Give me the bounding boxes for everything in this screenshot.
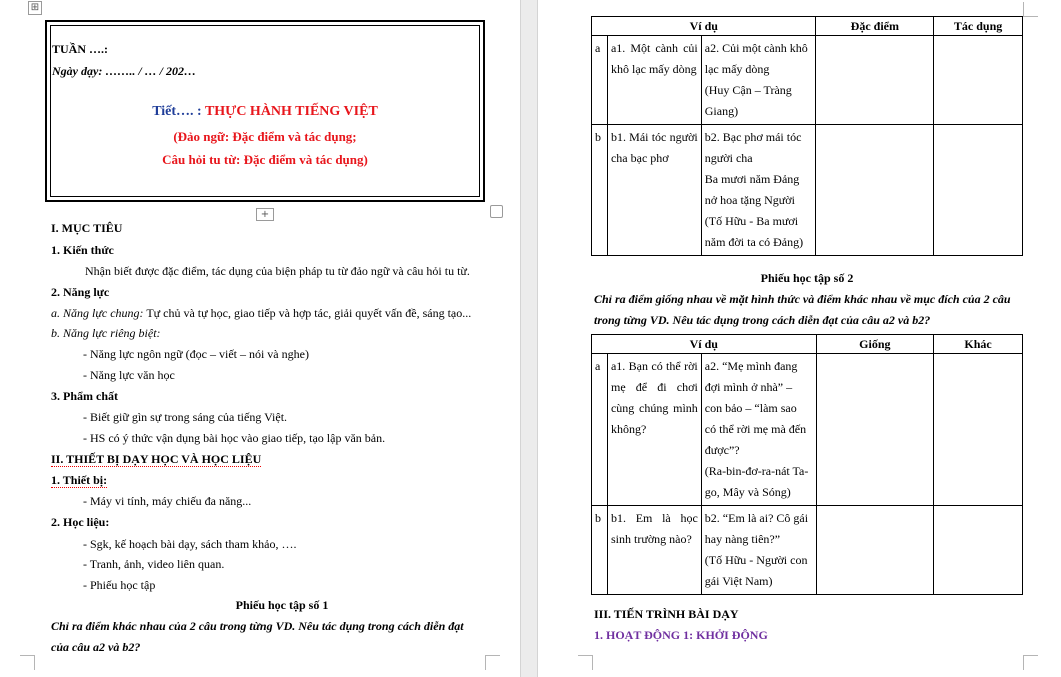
section-equipment xyxy=(51,452,261,467)
quality-2: - HS có ý thức vận dụng bài học vào giao tiếp, tạo lập văn bản. xyxy=(83,431,386,445)
knowledge-heading: 1. Kiến thức xyxy=(51,243,114,257)
feature-answer-cell[interactable] xyxy=(816,125,934,256)
week-label: TUẦN ….: xyxy=(52,42,108,56)
feature-answer-cell[interactable] xyxy=(816,36,934,125)
table-row xyxy=(592,506,1023,595)
lesson-prefix: Tiết…. : xyxy=(152,104,205,119)
example-sentence-1: a1. Một cành củi khô lạc mấy dòng xyxy=(607,36,701,125)
col-header-diff: Khác xyxy=(934,335,1023,354)
devices-heading xyxy=(51,473,107,488)
row-label: a xyxy=(592,36,608,125)
lesson-subtitle-1: (Đảo ngữ: Đặc điểm và tác dụng; xyxy=(173,129,357,144)
example-sentence-1: b1. Mái tóc người cha bạc phơ xyxy=(607,125,701,256)
left-page xyxy=(0,0,520,677)
table-move-handle[interactable]: ⊞ xyxy=(28,1,42,15)
same-answer-cell[interactable] xyxy=(816,354,934,506)
example-sentence-1: a1. Bạn có thể rời mẹ để đi chơi cùng chúng mình không? xyxy=(607,354,701,506)
table-row xyxy=(592,354,1023,506)
general-competence-text: Tự chủ và tự học, giao tiếp và hợp tác, giải quyết vấn đề, sáng tạo... xyxy=(143,306,472,320)
example-sentence-2: b2. Bạc phơ mái tóc người cha Ba mươi năm Đảng nở hoa tặng Người (Tố Hữu - Ba mươi năm đời ta có Đảng) xyxy=(701,125,816,256)
row-label: b xyxy=(592,506,608,595)
activity-1-heading: 1. HOẠT ĐỘNG 1: KHỞI ĐỘNG xyxy=(594,628,768,642)
diff-answer-cell[interactable] xyxy=(934,354,1023,506)
right-page xyxy=(538,0,1061,677)
margin-mark xyxy=(1023,655,1038,670)
table-row xyxy=(592,125,1023,256)
section-objectives: I. MỤC TIÊU xyxy=(51,221,123,235)
material-3: - Phiếu học tập xyxy=(83,578,156,592)
worksheet-2-title: Phiếu học tập số 2 xyxy=(760,271,854,285)
example-sentence-2: b2. “Em là ai? Cô gái hay nàng tiên?” (Tố Hữu - Người con gái Việt Nam) xyxy=(701,506,816,595)
effect-answer-cell[interactable] xyxy=(934,36,1023,125)
worksheet-1-question-2: của câu a2 và b2? xyxy=(51,640,141,654)
example-sentence-2: a2. Củi một cành khô lạc mấy dòng (Huy Cận – Tràng Giang) xyxy=(701,36,816,125)
effect-answer-cell[interactable] xyxy=(934,125,1023,256)
teaching-date: Ngày dạy: …….. / … / 202… xyxy=(52,64,196,78)
worksheet-1-title: Phiếu học tập số 1 xyxy=(235,598,329,612)
materials-heading: 2. Học liệu: xyxy=(51,515,110,529)
col-header-effect: Tác dụng xyxy=(934,17,1023,36)
example-sentence-2: a2. “Mẹ mình đang đợi mình ở nhà” – con bảo – “làm sao có thể rời mẹ mà đến được”? (Ra-bin-đơ-ra-nát Ta- go, Mây và Sóng) xyxy=(701,354,816,506)
general-competence xyxy=(51,306,471,321)
lesson-title: THỰC HÀNH TIẾNG VIỆT xyxy=(204,104,378,119)
section-procedure: III. TIẾN TRÌNH BÀI DẠY xyxy=(594,607,739,621)
devices-heading-text: 1. Thiết bị: xyxy=(51,473,108,487)
col-header-example: Ví dụ xyxy=(592,335,817,354)
knowledge-text: Nhận biết được đặc điểm, tác dụng của biện pháp tu từ đảo ngữ và câu hỏi tu từ. xyxy=(85,264,470,278)
specific-competence-2: - Năng lực văn học xyxy=(83,368,175,382)
devices-text: - Máy vi tính, máy chiếu đa năng... xyxy=(83,494,252,508)
worksheet-1-question-1: Chỉ ra điểm khác nhau của 2 câu trong từng VD. Nêu tác dụng trong cách diễn đạt xyxy=(51,619,464,633)
worksheet-2-question-2: trong từng VD. Nêu tác dụng trong cách diễn đạt của câu a2 và b2? xyxy=(594,313,931,327)
material-2: - Tranh, ảnh, video liên quan. xyxy=(83,557,225,571)
section-equipment-text: II. THIẾT BỊ DẠY HỌC VÀ HỌC LIỆU xyxy=(51,452,262,466)
margin-mark xyxy=(1023,2,1038,17)
material-1: - Sgk, kế hoạch bài dạy, sách tham khảo, …. xyxy=(83,537,297,551)
margin-mark xyxy=(578,655,593,670)
row-label: b xyxy=(592,125,608,256)
row-label: a xyxy=(592,354,608,506)
worksheet-2-question-1: Chỉ ra điểm giống nhau về mặt hình thức và điểm khác nhau về mục đích của 2 câu xyxy=(594,292,1011,306)
lesson-heading xyxy=(50,104,480,120)
diff-answer-cell[interactable] xyxy=(934,506,1023,595)
table-resize-handle[interactable] xyxy=(490,205,503,218)
worksheet-2-table xyxy=(591,334,1023,595)
col-header-same: Giống xyxy=(816,335,934,354)
worksheet-1-table xyxy=(591,16,1023,256)
add-row-button[interactable]: + xyxy=(256,208,274,221)
specific-competence-label: b. Năng lực riêng biệt: xyxy=(51,326,161,340)
example-sentence-1: b1. Em là học sinh trường nào? xyxy=(607,506,701,595)
specific-competence-1: - Năng lực ngôn ngữ (đọc – viết – nói và nghe) xyxy=(83,347,309,361)
table-row xyxy=(592,36,1023,125)
col-header-example: Ví dụ xyxy=(592,17,816,36)
page-gutter xyxy=(520,0,538,677)
competence-heading: 2. Năng lực xyxy=(51,285,110,299)
margin-mark xyxy=(20,655,35,670)
qualities-heading: 3. Phẩm chất xyxy=(51,389,118,403)
same-answer-cell[interactable] xyxy=(816,506,934,595)
margin-mark xyxy=(485,655,500,670)
quality-1: - Biết giữ gìn sự trong sáng của tiếng Việt. xyxy=(83,410,288,424)
col-header-feature: Đặc điểm xyxy=(816,17,934,36)
general-competence-label: a. Năng lực chung: xyxy=(51,306,144,320)
lesson-subtitle-2: Câu hỏi tu từ: Đặc điểm và tác dụng) xyxy=(162,152,368,167)
